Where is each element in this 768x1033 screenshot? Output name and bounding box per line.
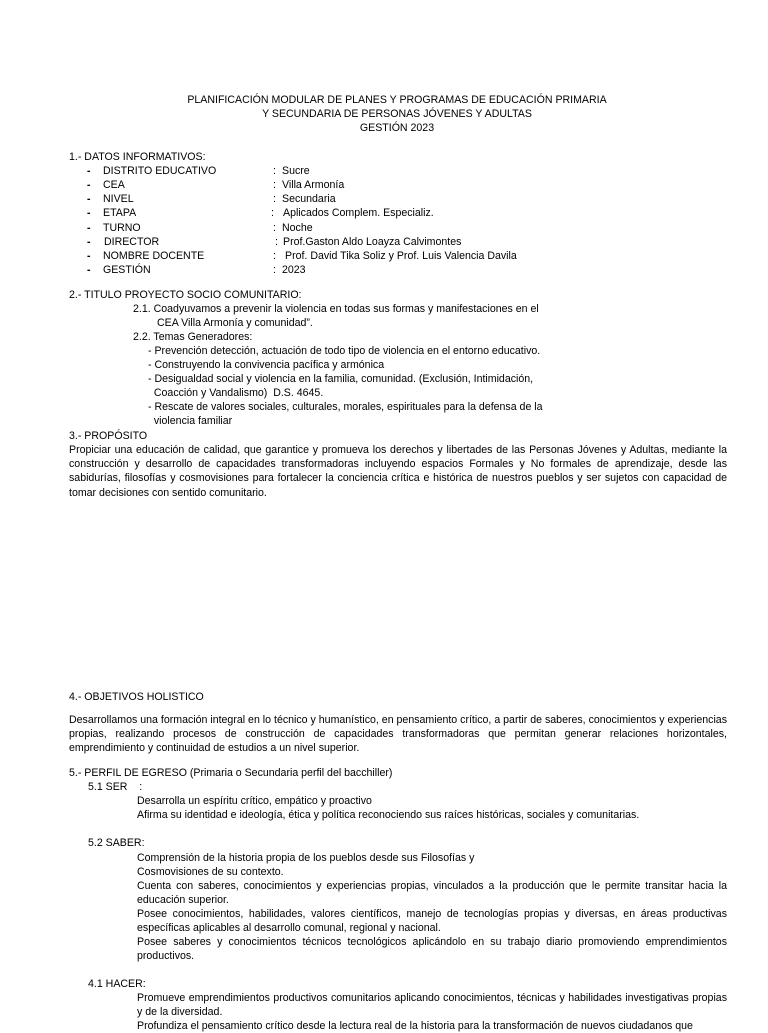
tema-item: violencia familiar [148,415,233,427]
datos-label: DISTRITO EDUCATIVO [103,165,217,177]
tema-item: - Prevención detección, actuación de todo tipo de violencia en el entorno educativo. [148,345,541,357]
datos-colon: : [273,165,276,177]
ser-heading: 5.1 SER : [88,781,143,793]
datos-value: Noche [282,222,313,234]
bullet-marker: - [87,179,91,191]
datos-label: TURNO [103,222,141,234]
objetivos-heading: 4.- OBJETIVOS HOLISTICO [69,691,204,703]
saber-paragraph: Posee saberes y conocimientos técnicos tecnológicos aplicándolo en su trabajo diario promoviendo emprendimientos productivos. [137,936,727,963]
bullet-marker: - [87,222,91,234]
saber-line: Cosmovisiones de su contexto. [137,866,284,878]
bullet-marker: - [87,250,91,262]
datos-heading: 1.- DATOS INFORMATIVOS: [69,151,206,163]
bullet-marker: - [87,264,91,276]
saber-heading: 5.2 SABER: [88,837,145,849]
datos-value: Secundaria [282,193,336,205]
saber-paragraph: Cuenta con saberes, conocimientos y experiencias propias, vinculados a la producción que le permite transitar hacia la educación superior. [137,880,727,907]
datos-value: Villa Armonía [282,179,345,191]
tema-item: Coacción y Vandalismo) D.S. 4645. [148,387,324,399]
datos-value: Sucre [282,165,310,177]
hacer-heading: 4.1 HACER: [88,978,146,990]
datos-label: ETAPA [103,207,137,219]
titulo-proyecto-sub1-cont: CEA Villa Armonía y comunidad”. [157,317,313,329]
datos-colon: : [273,179,276,191]
ser-line: Afirma su identidad e ideología, ética y política reconociendo sus raíces históricas, sociales y comunitarias. [137,809,640,821]
document-title-line1: PLANIFICACIÓN MODULAR DE PLANES Y PROGRAMAS DE EDUCACIÓN PRIMARIA [187,94,607,106]
document-title-line2: Y SECUNDARIA DE PERSONAS JÓVENES Y ADULTAS [262,108,532,120]
datos-colon: : [273,264,276,276]
datos-label: GESTIÓN [103,264,151,276]
hacer-paragraph: Promueve emprendimientos productivos comunitarios aplicando conocimientos, técnicas y habilidades investigativas propias y de la diversidad. [137,992,727,1019]
objetivos-text: Desarrollamos una formación integral en lo técnico y humanístico, en pensamiento crítico, a partir de saberes, conocimientos y experiencias propias, realizando procesos de construcción de capacidades transformadoras que permitan generar relaciones horizontales, emprendimiento y continuidad de estudios a un nivel superior. [69,714,727,755]
datos-label: DIRECTOR [104,236,160,248]
datos-colon: : [271,207,274,219]
ser-line: Desarrolla un espíritu crítico, empático y proactivo [137,795,372,807]
datos-colon: : [273,222,276,234]
proposito-text: Propiciar una educación de calidad, que garantice y promueva los derechos y libertades de las Personas Jóvenes y Adultas, mediante la construcción y desarrollo de capacidades transformadoras incluyendo espacios Formales y No formales de aprendizaje, desde las sabidurías, filosofías y cosmovisiones para fortalecer la conciencia crítica e histórica de nuestros pueblos y ser sujetos con capacidad de tomar decisiones con sentido comunitario. [69,444,727,499]
proposito-heading: 3.- PROPÓSITO [69,430,148,442]
datos-colon: : [273,250,276,262]
datos-label: CEA [103,179,125,191]
bullet-marker: - [87,165,91,177]
titulo-proyecto-sub1: 2.1. Coadyuvamos a prevenir la violencia en todas sus formas y manifestaciones en el [133,303,539,315]
tema-item: - Desigualdad social y violencia en la familia, comunidad. (Exclusión, Intimidación, [148,373,534,385]
datos-value: 2023 [282,264,306,276]
datos-value: Aplicados Complem. Especializ. [283,207,434,219]
bullet-marker: - [87,207,91,219]
datos-label: NOMBRE DOCENTE [103,250,205,262]
datos-label: NIVEL [103,193,134,205]
hacer-paragraph: Profundiza el pensamiento crítico desde la lectura real de la historia para la transformación de nuevos ciudadanos que [137,1020,693,1032]
saber-paragraph: Posee conocimientos, habilidades, valores científicos, manejo de tecnologías propias y diversas, en áreas productivas específicas aplicables al desarrollo comunal, regional y nacional. [137,908,727,935]
datos-colon: : [275,236,278,248]
tema-item: - Construyendo la convivencia pacífica y armónica [148,359,385,371]
datos-value: Prof. David Tika Soliz y Prof. Luis Valencia Davila [285,250,517,262]
titulo-proyecto-heading: 2.- TITULO PROYECTO SOCIO COMUNITARIO: [69,289,302,301]
bullet-marker: - [87,236,91,248]
temas-generadores-heading: 2.2. Temas Generadores: [133,331,253,343]
datos-colon: : [273,193,276,205]
datos-value: Prof.Gaston Aldo Loayza Calvimontes [283,236,462,248]
bullet-marker: - [87,193,91,205]
document-title-line3: GESTIÓN 2023 [359,122,435,134]
saber-line: Comprensión de la historia propia de los pueblos desde sus Filosofías y [137,852,475,864]
perfil-heading: 5.- PERFIL DE EGRESO (Primaria o Secundaria perfil del bacchiller) [69,767,393,779]
tema-item: - Rescate de valores sociales, culturales, morales, espirituales para la defensa de la [148,401,543,413]
